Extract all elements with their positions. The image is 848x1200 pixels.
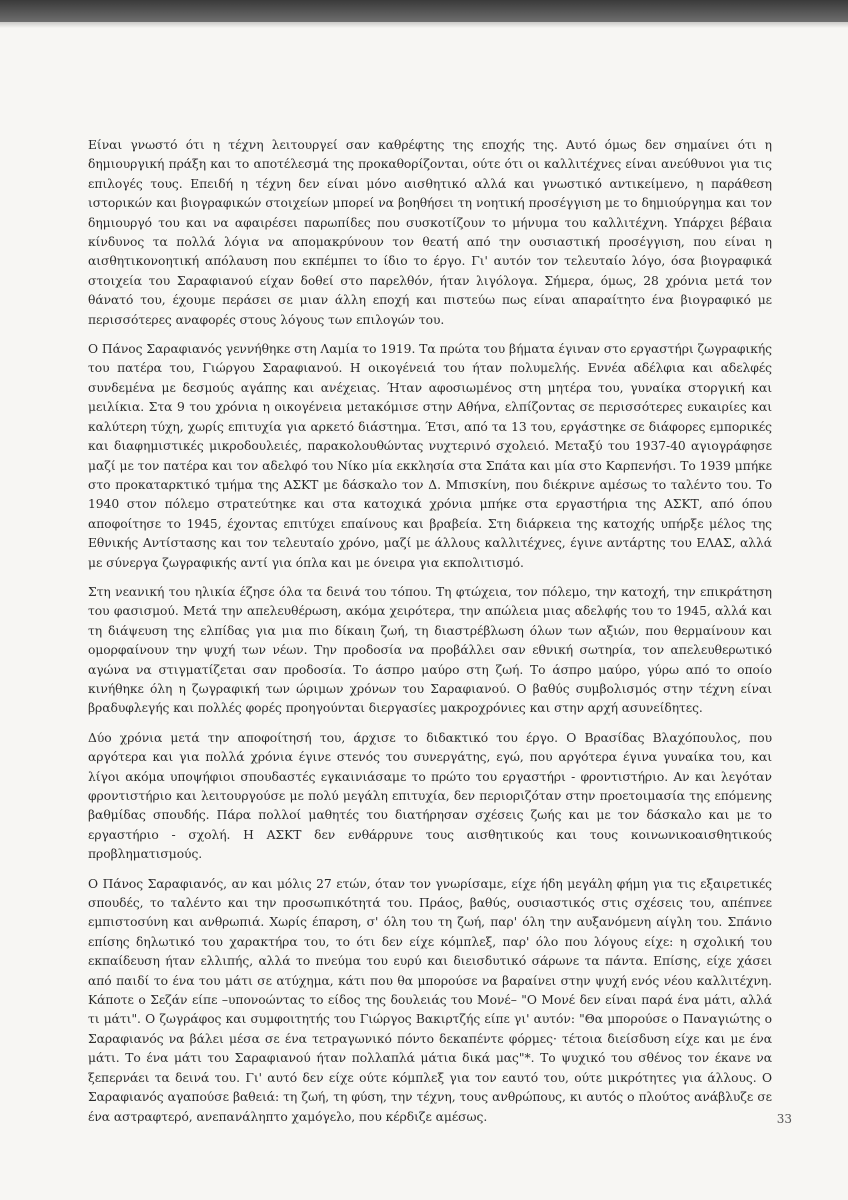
paragraph-3: Στη νεανική του ηλικία έζησε όλα τα δεινά του τόπου. Τη φτώχεια, τον πόλεμο, την κατοχή, την επικράτηση του φασισμού. Μετά την απελευθέρωση, ακόμα χειρότερα, την απώλεια μιας αδελφής του το 1945, αλλά και τη διάψευση της ελπίδας για μια πιο δίκαιη ζωή, τη διαστρέβλωση όλων των αξιών, που θερμαίνουν και ομορφαίνουν την ψυχή των νέων. Την προδοσία να προβάλλει σαν εθνική σωτηρία, τον απελευθερωτικό αγώνα να στιγματίζεται σαν προδοσία. Το άσπρο μαύρο στη ζωή. Το άσπρο μαύρο, γύρω από το οποίο κινήθηκε όλη η ζωγραφική των ώριμων χρόνων του Σαραφιανού. Ο βαθύς συμβολισμός στην τέχνη είναι βραδυφλεγής και πολλές φορές προηγούνται διεργασίες μακροχρόνιες και στην αρχή ασυνείδητες. <box>88 584 772 716</box>
paragraph-5: Ο Πάνος Σαραφιανός, αν και μόλις 27 ετών, όταν τον γνωρίσαμε, είχε ήδη μεγάλη φήμη για τις εξαιρετικές σπουδές, το ταλέντο και την προσωπικότητά του. Πράος, βαθύς, ουσιαστικός στις σχέσεις του, απέπνεε εμπιστοσύνη και ανθρωπιά. Χωρίς έπαρση, σ' όλη του τη ζωή, παρ' όλη την αυξανόμενη αίγλη του. Σπάνιο επίσης δηλωτικό του χαρακτήρα του, το ότι δεν είχε κόμπλεξ, παρ' όλο που λόγους είχε: η σχολική του εκπαίδευση ήταν ελλιπής, αλλά το πνεύμα του ευρύ και διεισδυτικό σάρωνε τα πάντα. Επίσης, είχε χάσει από παιδί το ένα του μάτι σε ατύχημα, κάτι που θα μπορούσε να βαραίνει στην ψυχή ενός νέου καλλιτέχνη. Κάποτε ο Σεζάν είπε –υπονοώντας το είδος της δουλειάς του Μονέ– "Ο Μονέ δεν είναι παρά ένα μάτι, αλλά τι μάτι". Ο ζωγράφος και συμφοιτητής του Γιώργος Βακιρτζής είπε γι' αυτόν: "Θα μπορούσε ο Παναγιώτης ο Σαραφιανός να βάλει μέσα σε ένα τετραγωνικό πόντο δεκαπέντε φόρμες· τέτοια διείσδυση είχε και με ένα μάτι. Το ένα μάτι του Σαραφιανού ήταν πολλαπλά μάτια δικά μας"*. Το ψυχικό του σθένος τον έκανε να ξεπερνάει τα δεινά του. Γι' αυτό δεν είχε ούτε κόμπλεξ για τον εαυτό του, ούτε μικρότητες για άλλους. Ο Σαραφιανός αγαπούσε βαθειά: τη ζωή, τη φύση, την τέχνη, τους ανθρώπους, κι αυτός ο πλούτος ανάβλυζε σε ένα αστραφτερό, ανεπανάληπτο χαμόγελο, που κέρδιζε αμέσως. <box>88 876 772 1124</box>
paragraph-4: Δύο χρόνια μετά την αποφοίτησή του, άρχισε το διδακτικό του έργο. Ο Βρασίδας Βλαχόπουλος, που αργότερα και για πολλά χρόνια έγινε στενός του συνεργάτης, εγώ, που αργότερα έγινα γυναίκα του, και λίγοι ακόμα υποψήφιοι σπουδαστές εγκαινιάσαμε το πρώτο του εργαστήρι - φροντιστήριο. Αν και λεγόταν φροντιστήριο και λειτουργούσε με πολύ μεγάλη επιτυχία, δεν περιοριζόταν στην προετοιμασία της επόμενης βαθμίδας σπουδής. Πάρα πολλοί μαθητές του διατήρησαν σχέσεις ζωής και με τον δάσκαλο και με το εργαστήριο - σχολή. Η ΑΣΚΤ δεν ενθάρρυνε τους αισθητικούς και τους κοινωνικοαισθητικούς προβληματισμούς. <box>88 730 772 862</box>
scan-top-edge <box>0 0 848 22</box>
paragraph-2: Ο Πάνος Σαραφιανός γεννήθηκε στη Λαμία το 1919. Τα πρώτα του βήματα έγιναν στο εργαστήρι ζωγραφικής του πατέρα του, Γιώργου Σαραφιανού. Η οικογένειά του ήταν πολυμελής. Εννέα αδέλφια και αδελφές συνδεμένα με δεσμούς αγάπης και ανέχειας. Ήταν αφοσιωμένος στη μητέρα του, γυναίκα στοργική και μειλίκια. Στα 9 του χρόνια η οικογένεια μετακόμισε στην Αθήνα, ελπίζοντας σε περισσότερες ευκαιρίες και καλύτερη τύχη, χωρίς επιτυχία για αρκετό διάστημα. Έτσι, από τα 13 του, εργάστηκε σε διάφορες εμπορικές και διαφημιστικές μικροδουλειές, παρακολουθώντας νυχτερινό σχολειό. Μεταξύ του 1937-40 αγιογράφησε μαζί με τον πατέρα και τον αδελφό του Νίκο μία εκκλησία στα Σπάτα και μία στο Καρπενήσι. Το 1939 μπήκε στο προκαταρκτικό τμήμα της ΑΣΚΤ με δάσκαλο τον Δ. Μπισκίνη, που διέκρινε αμέσως το ταλέντο του. Το 1940 στον πόλεμο στρατεύτηκε και στα κατοχικά χρόνια μπήκε στα εργαστήρια της ΑΣΚΤ, από όπου αποφοίτησε το 1945, έχοντας επιτύχει επαίνους και βραβεία. Στη διάρκεια της κατοχής υπήρξε μέλος της Εθνικής Αντίστασης και τον τελευταίο χρόνο, μαζί με άλλους καλλιτέχνες, έγινε αντάρτης του ΕΛΑΣ, αλλά με σύνεργα ζωγραφικής αντί για όπλα και με όνειρα για εκπολιτισμό. <box>88 342 772 570</box>
paragraph-1: Είναι γνωστό ότι η τέχνη λειτουργεί σαν καθρέφτης της εποχής της. Αυτό όμως δεν σημαίνει ότι η δημιουργική πράξη και το αποτέλεσμά της προκαθορίζονται, ούτε ότι οι καλλιτέχνες είναι ανεύθυνοι για τις επιλογές τους. Επειδή η τέχνη δεν είναι μόνο αισθητικό αλλά και γνωστικό αντικείμενο, η παράθεση ιστορικών και βιογραφικών στοιχείων μπορεί να βοηθήσει τη νοητική προσέγγιση με το δημιούργημα και τον δημιουργό του και να αφαιρέσει παρωπίδες που συσκοτίζουν το μήνυμα του καλλιτέχνη. Υπάρχει βέβαια κίνδυνος τα πολλά λόγια να απομακρύνουν τον θεατή από την ουσιαστική προσέγγιση, που είναι η αισθητικονοητική απόλαυση που εκπέμπει το ίδιο το έργο. Γι' αυτόν τον τελευταίο λόγο, όσα βιογραφικά στοιχεία του Σαραφιανού είχαν δοθεί στο παρελθόν, ήταν λιγόλογα. Σήμερα, όμως, 28 χρόνια μετά τον θάνατό του, έχουμε περάσει σε μιαν άλλη εποχή και πιστεύω πως είναι απαραίτητο ένα βιογραφικό με περισσότερες αναφορές στους λόγους των επιλογών του. <box>88 138 772 327</box>
page-number: 33 <box>776 1112 792 1126</box>
text-body <box>88 136 772 1137</box>
